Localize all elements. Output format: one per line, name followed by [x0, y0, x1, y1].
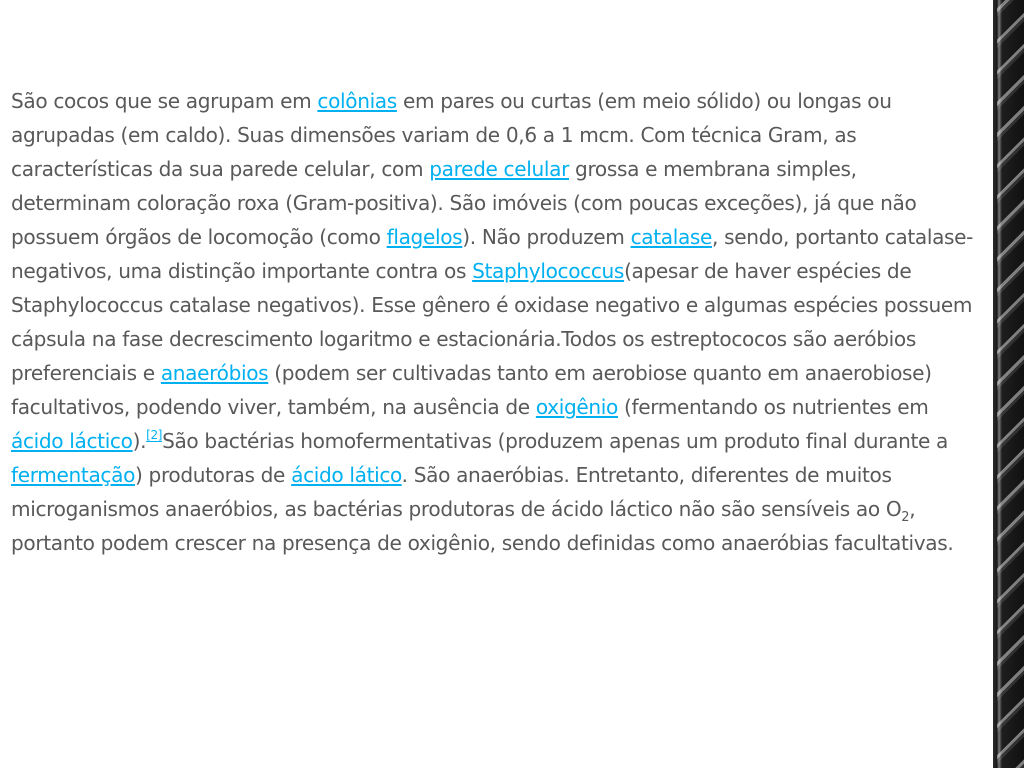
text-segment: ). — [132, 429, 147, 453]
link-parede-celular[interactable]: parede celular — [429, 157, 569, 181]
footnote-ref-link[interactable]: [2] — [146, 428, 163, 442]
text-segment: (fermentando os nutrientes em — [617, 395, 929, 419]
text-segment: São bactérias homofermentativas (produzem apenas um produto final durante a — [162, 429, 948, 453]
text-segment: ) produtoras de — [135, 463, 292, 487]
link-colonias[interactable]: colônias — [317, 89, 397, 113]
text-segment: (apesar de haver espécies de Staphylococcus catalase negativos). Esse gênero é oxidase negativo e algumas espécies possuem cápsula na fase decrescimento logaritmo e estacionária.Todos os estreptococos são aeróbios preferenciais e — [11, 259, 973, 385]
text-segment: ). Não produzem — [462, 225, 631, 249]
paragraph — [11, 84, 975, 560]
decorative-edge-border — [988, 0, 1024, 768]
link-anaerobios[interactable]: anaeróbios — [160, 361, 269, 385]
text-segment: São cocos que se agrupam em — [11, 89, 318, 113]
link-flagelos[interactable]: flagelos — [386, 225, 463, 249]
text-segment: grossa e membrana simples, determinam coloração roxa (Gram-positiva). São imóveis (com poucas exceções), já que não possuem órgãos de locomoção (como — [11, 157, 917, 249]
link-catalase[interactable]: catalase — [630, 225, 713, 249]
link-staphylococcus[interactable]: Staphylococcus — [472, 259, 625, 283]
link-fermentacao[interactable]: fermentação — [11, 463, 136, 487]
text-segment: . São anaeróbias. Entretanto, diferentes de muitos microganismos anaeróbios, as bactérias produtoras de ácido láctico não são sensíveis ao O — [11, 463, 902, 521]
subscript-2: 2 — [901, 510, 910, 525]
text-segment: em pares ou curtas (em meio sólido) ou longas ou agrupadas (em caldo). Suas dimensões variam de 0,6 a 1 mcm. Com técnica Gram, as características da sua parede celular, com — [11, 89, 892, 181]
body-text — [11, 84, 975, 560]
link-acido-lactico[interactable]: ácido láctico — [11, 429, 133, 453]
link-acido-latico[interactable]: ácido lático — [291, 463, 402, 487]
link-oxigenio[interactable]: oxigênio — [535, 395, 618, 419]
text-segment: , sendo, portanto catalase-negativos, uma distinção importante contra os — [11, 225, 974, 283]
text-segment: , portanto podem crescer na presença de oxigênio, sendo definidas como anaeróbias facultativas. — [11, 497, 954, 555]
text-segment: (podem ser cultivadas tanto em aerobiose quanto em anaerobiose) facultativos, podendo viver, também, na ausência de — [11, 361, 932, 419]
